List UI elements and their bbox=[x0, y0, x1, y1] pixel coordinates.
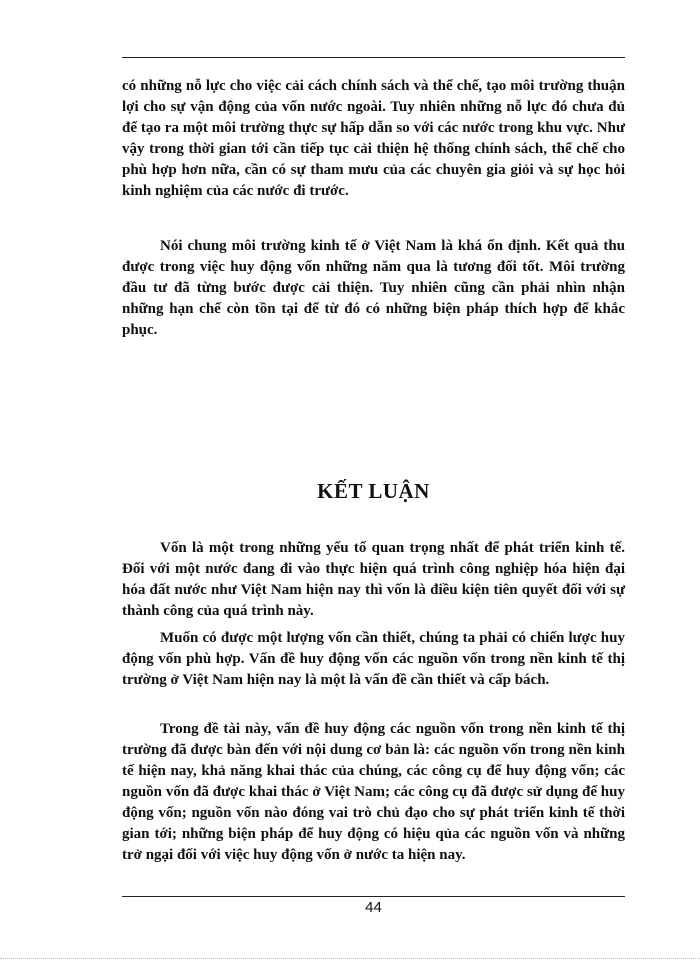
body-paragraph: có những nỗ lực cho việc cải cách chính sách và thể chế, tạo môi trường thuận lợi cho sự vận động của vốn nước ngoài. Tuy nhiên những nỗ lực đó chưa đủ để tạo ra một môi trường thực sự hấp dẫn so với các nước trong khu vực. Như vậy trong thời gian tới cần tiếp tục cải thiện hệ thống chính sách, thể chế cho phù hợp hơn nữa, cần có sự tham mưu của các chuyên gia giỏi và sự học hỏi kinh nghiệm của các nước đi trước. bbox=[122, 78, 625, 199]
conclusion-paragraph: Trong đề tài này, vấn đề huy động các nguồn vốn trong nền kinh tế thị trường đã được bàn đến với nội dung cơ bản là: các nguồn vốn trong nền kinh tế hiện nay, khả năng khai thác của chúng, các công cụ để huy động vốn; các nguồn vốn đã được khai thác ở Việt Nam; các công cụ đã được sử dụng để huy động vốn; nguồn vốn nào đóng vai trò chủ đạo cho sự phát triển kinh tế thời gian tới; những biện pháp để huy động có hiệu qủa các nguồn vốn và những trở ngại đối với việc huy động vốn ở nước ta hiện nay. bbox=[122, 721, 625, 863]
conclusion-paragraph: Muốn có được một lượng vốn cần thiết, chúng ta phải có chiến lược huy động vốn phù hợp. Vấn đề huy động vốn các nguồn vốn trong nền kinh tế thị trường ở Việt Nam hiện nay là một là vấn đề cần thiết và cấp bách. bbox=[122, 630, 625, 688]
footer-rule bbox=[122, 896, 625, 897]
conclusion-paragraph: Vốn là một trong những yếu tố quan trọng nhất để phát triển kinh tế. Đối với một nước đang đi vào thực hiện quá trình công nghiệp hóa hiện đại hóa đất nước như Việt Nam hiện nay thì vốn là điều kiện tiên quyết đối với sự thành công của quá trình này. bbox=[122, 540, 625, 619]
header-rule bbox=[122, 57, 625, 58]
body-paragraph: Nói chung môi trường kinh tế ở Việt Nam là khá ổn định. Kết quả thu được trong việc huy động vốn những năm qua là tương đối tốt. Môi trường đầu tư đã từng bước được cải thiện. Tuy nhiên cũng cần phải nhìn nhận những hạn chế còn tồn tại để từ đó có những biện pháp thích hợp để khắc phục. bbox=[122, 238, 625, 338]
section-heading: KẾT LUẬN bbox=[317, 479, 430, 503]
page-edge-divider bbox=[0, 958, 700, 959]
page-number: 44 bbox=[365, 899, 382, 916]
